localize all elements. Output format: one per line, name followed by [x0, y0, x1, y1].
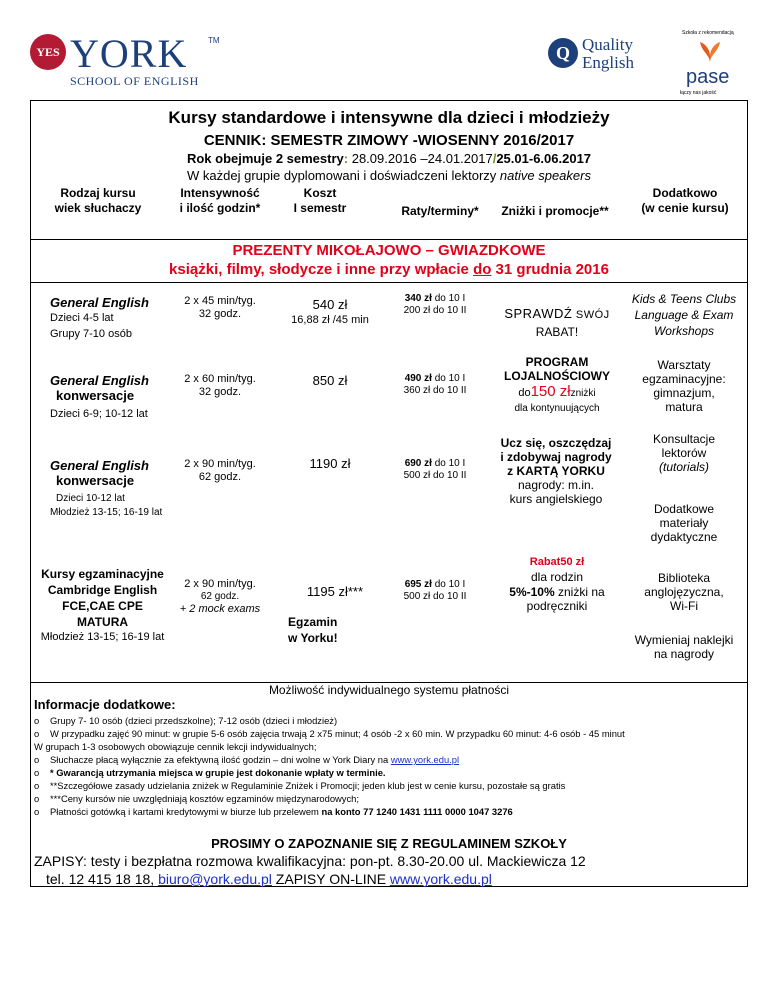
pase-wordmark: pase	[686, 66, 730, 88]
promo-subtitle: książki, filmy, słodycze i inne przy wpłacie do 31 grudnia 2016	[169, 261, 609, 278]
consultations-info: Konsultacje lektorów (tutorials)	[652, 432, 716, 474]
course-age: Dzieci 4-5 lat	[50, 312, 114, 324]
course-cost: 1190 zł	[309, 456, 351, 471]
regulations-notice: PROSIMY O ZAPOZNANIE SIĘ Z REGULAMINEM SZKOŁY	[211, 836, 567, 851]
course-age: Dzieci 10-12 lat	[56, 493, 125, 504]
list-item: o Płatności gotówką i kartami kredytowymi w biurze lub przelewem na konto 77 1240 1431 1111 0000 1047 3276	[34, 806, 513, 817]
course-cost: 540 zł 16,88 zł /45 min	[291, 297, 369, 326]
quality-line2: English	[582, 53, 634, 72]
teachers-info-italic: native speakers	[499, 168, 591, 183]
year-info-dates1: 28.09.2016 –24.01.2017	[348, 151, 493, 166]
year-info	[30, 151, 748, 166]
promo-title: PREZENTY MIKOŁAJOWO – GWIAZDKOWE	[232, 242, 546, 259]
leaf-icon	[698, 40, 722, 62]
trademark-symbol: TM	[208, 36, 220, 45]
york-logo	[30, 30, 230, 90]
materials-info: Dodatkowe materiały dydaktyczne	[650, 502, 718, 544]
list-item: W grupach 1-3 osobowych obowiązuje cennik lekcji indywidualnych;	[34, 741, 317, 752]
course-intensity: 2 x 60 min/tyg. 32 godz.	[184, 373, 256, 398]
course-name: General English	[50, 295, 149, 310]
york-emblem: YES	[30, 34, 66, 70]
course-name-sub: konwersacje	[56, 473, 135, 488]
course-name: General English	[50, 458, 149, 473]
library-info: Biblioteka anglojęzyczna, Wi-Fi	[644, 571, 724, 613]
course-installments: 690 zł do 10 I 500 zł do 10 II	[403, 458, 467, 481]
website-link[interactable]: www.york.edu.pl	[390, 754, 460, 765]
header-cost: Koszt I semestr	[293, 186, 347, 215]
year-info-colon: :	[343, 151, 349, 166]
header-discounts: Zniżki i promocje**	[501, 204, 609, 218]
clubs-info: Kids & Teens Clubs Language & Exam Workshops	[631, 292, 737, 338]
discount-check: SPRAWDŹ SWÓJ RABAT!	[504, 306, 610, 339]
family-discount: Rabat50 zł dla rodzin	[529, 556, 585, 584]
table-row	[50, 458, 180, 519]
course-name-sub: konwersacje	[56, 388, 135, 403]
list-item: o Grupy 7- 10 osób (dzieci przedszkolne); 7-12 osób (dzieci i młodzież)	[34, 715, 338, 726]
list-item: o Słuchacze płacą wyłącznie za efektywną ilość godzin – dni wolne w York Diary na www.york.edu.pl	[34, 754, 460, 765]
course-cost: 850 zł	[312, 373, 348, 388]
textbook-discount: 5%-10% zniżki na podręczniki	[509, 585, 605, 613]
list-item: o ***Ceny kursów nie uwzględniają kosztów egzaminów międzynarodowych;	[34, 793, 360, 804]
year-info-dates2: 25.01-6.06.2017	[496, 151, 592, 166]
year-info-prefix: Rok obejmuje 2 semestry	[186, 151, 344, 166]
course-age: Młodzież 13-15; 16-19 lat	[40, 631, 165, 643]
course-age-2: Młodzież 13-15; 16-19 lat	[50, 507, 163, 518]
course-name: General English	[50, 373, 149, 388]
enrollment-info: ZAPISY: testy i bezpłatna rozmowa kwalifikacyjna: pon-pt. 8.30-20.00 ul. Mackiewicza 12	[34, 853, 586, 869]
table-row	[50, 295, 170, 341]
york-wordmark: YORK	[70, 31, 188, 76]
page-title: Kursy standardowe i intensywne dla dzieci i młodzieży	[168, 108, 610, 127]
course-installments: 490 zł do 10 I 360 zł do 10 II	[403, 373, 467, 396]
list-item: o W przypadku zajęć 90 minut: w grupie 5-6 osób zajęcia trwają 2 x75 minut; 4 osób -2 x 60 min. W przypadku 60 minut: 4-6 osób - 45 minut	[34, 728, 625, 739]
course-name: Kursy egzaminacyjne	[41, 567, 164, 581]
info-list	[34, 714, 744, 818]
course-intensity: 2 x 90 min/tyg. 62 godz.	[184, 458, 256, 483]
price-list-title: CENNIK: SEMESTR ZIMOWY -WIOSENNY 2016/2017	[203, 132, 575, 149]
header-intensity: Intensywność i ilość godzin*	[179, 186, 261, 215]
loyalty-program: PROGRAM LOJALNOŚCIOWY do150 złzniżki dla kontynuujących	[503, 355, 610, 414]
quality-english-logo	[548, 35, 668, 78]
course-age: Dzieci 6-9; 10-12 lat	[50, 408, 148, 420]
website-link[interactable]: www.york.edu.pl	[389, 871, 492, 887]
quality-q-icon: Q	[548, 38, 578, 68]
teachers-info-text: W każdej grupie dyplomowani i doświadczeni lektorzy	[187, 168, 500, 183]
course-installments: 340 zł do 10 I 200 zł do 10 II	[403, 293, 467, 316]
stickers-info: Wymieniaj naklejki na nagrody	[634, 633, 734, 661]
list-item: o * Gwarancją utrzymania miejsca w grupie jest dokonanie wpłaty w terminie.	[34, 767, 386, 778]
course-intensity: 2 x 90 min/tyg. 62 godz. + 2 mock exams	[179, 578, 261, 615]
york-card: Ucz się, oszczędzaj i zdobywaj nagrody z KARTĄ YORKU nagrody: m.in. kurs angielskiego	[500, 436, 612, 506]
contact-info: tel. 12 415 18 18, biuro@york.edu.pl ZAPISY ON-LINE www.york.edu.pl	[46, 871, 492, 887]
pase-top-text: Szkoła z rekomendacją	[682, 30, 734, 36]
year-info-slash: /	[492, 151, 497, 166]
payment-note: Możliwość indywidualnego systemu płatności	[268, 683, 510, 697]
course-group: Grupy 7-10 osób	[50, 328, 132, 340]
course-cost: 1195 zł*** Egzamin w Yorku!	[288, 584, 364, 645]
york-subtitle: SCHOOL OF ENGLISH	[70, 74, 199, 88]
header-extras: Dodatkowo (w cenie kursu)	[641, 186, 729, 215]
quality-line1: Quality	[582, 35, 633, 54]
table-row: Kursy egzaminacyjne Cambridge English FCE,CAE CPE MATURA Młodzież 13-15; 16-19 lat	[35, 567, 170, 644]
list-item: o **Szczegółowe zasady udzielania zniżek w Regulaminie Zniżek i Promocji; jeden klub jest w cenie kursu, pozostałe są gratis	[34, 780, 566, 791]
header-course-type: Rodzaj kursu wiek słuchaczy	[54, 186, 142, 215]
header-installments: Raty/terminy*	[401, 204, 479, 218]
pase-bottom-text: łączy nas jakość	[680, 90, 717, 96]
pase-logo	[680, 30, 760, 100]
info-title: Informacje dodatkowe:	[34, 697, 176, 712]
teachers-info	[30, 168, 748, 183]
email-link[interactable]: biuro@york.edu.pl	[158, 871, 272, 887]
course-installments: 695 zł do 10 I 500 zł do 10 II	[403, 579, 467, 602]
course-intensity: 2 x 45 min/tyg. 32 godz.	[184, 295, 256, 320]
workshops-info: Warsztaty egzaminacyjne: gimnazjum, matura	[642, 358, 726, 414]
